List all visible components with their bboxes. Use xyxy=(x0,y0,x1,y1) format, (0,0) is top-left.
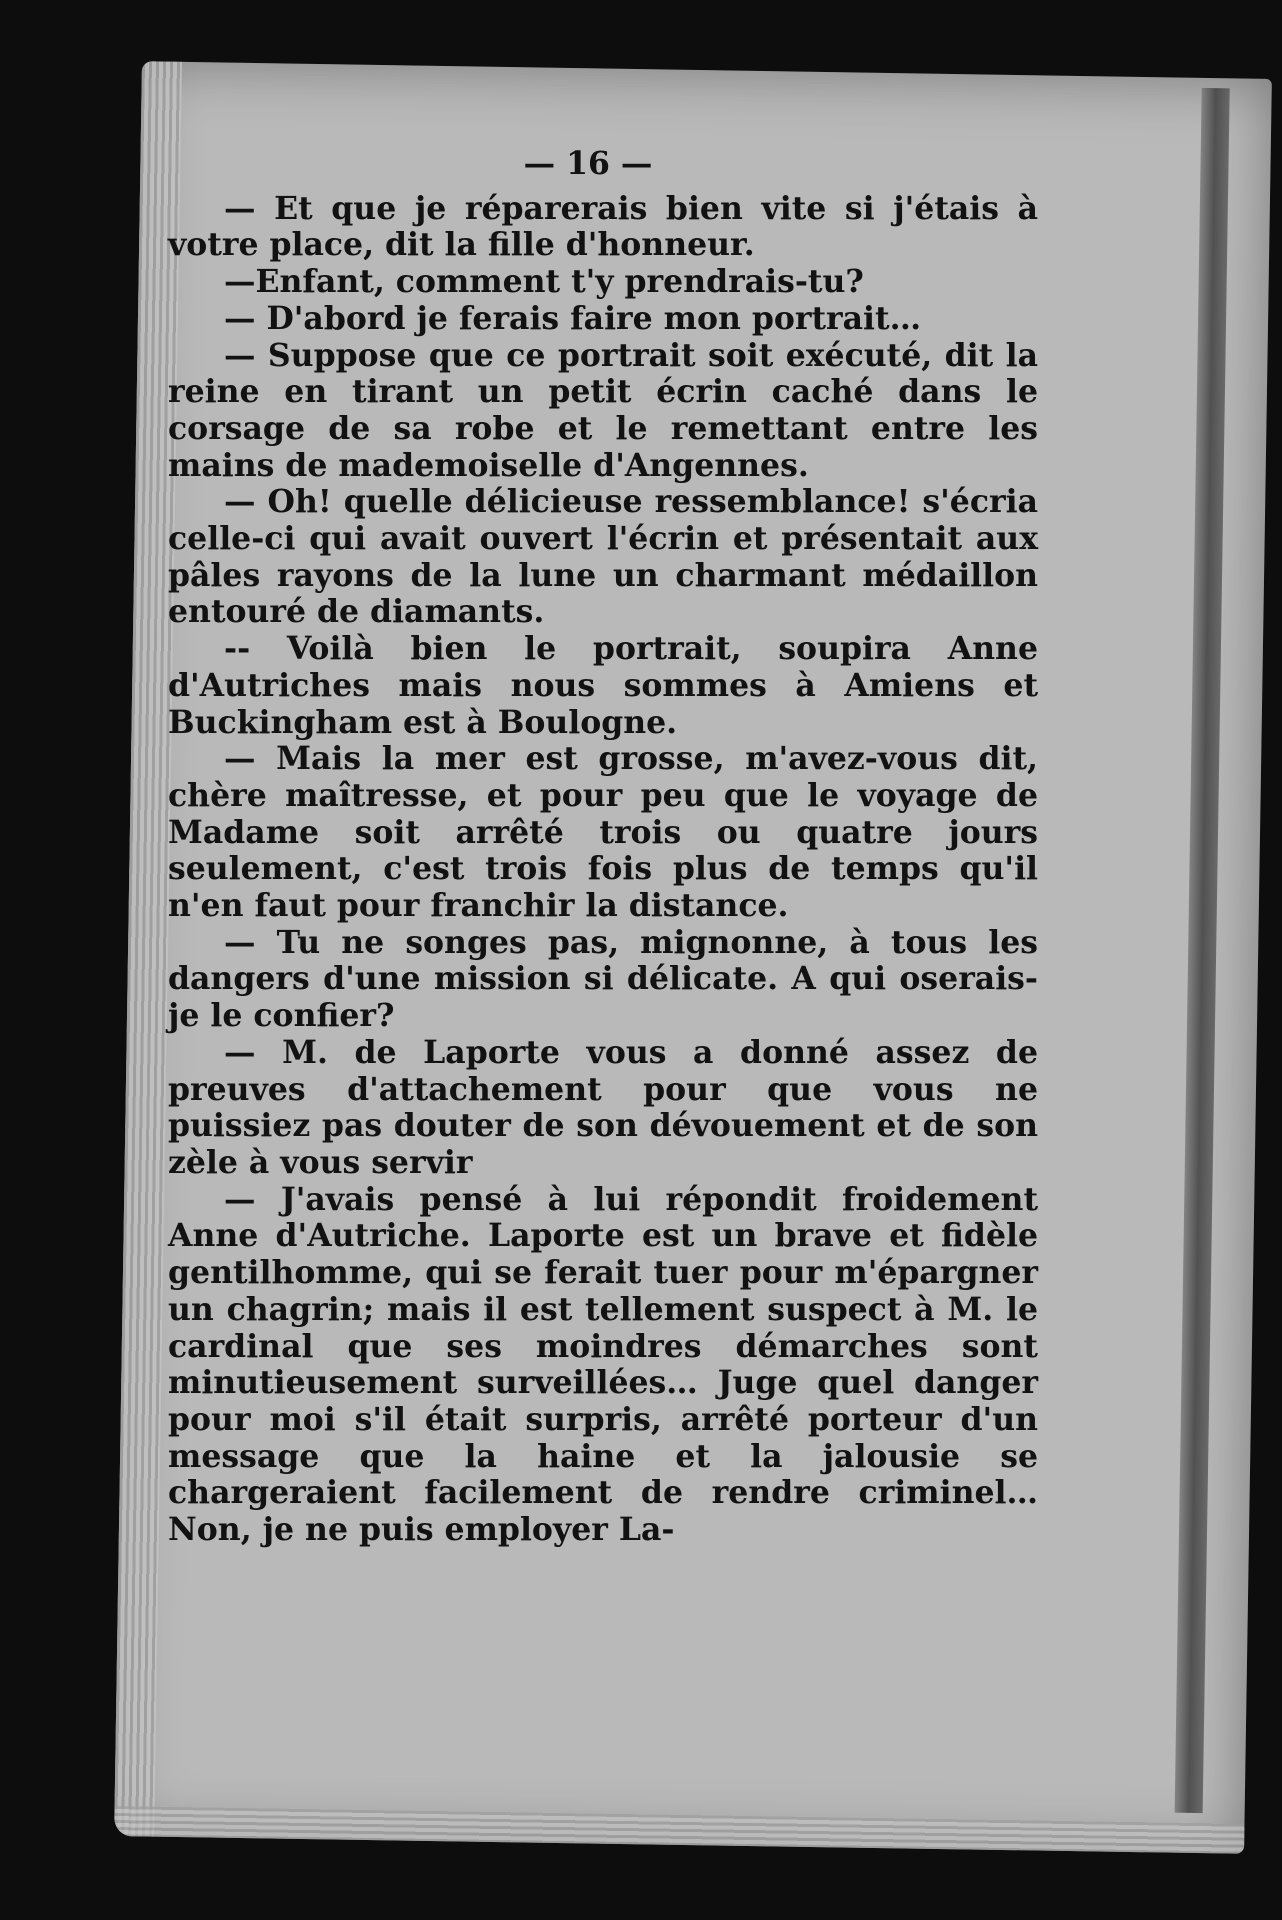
paragraph: — J'avais pensé à lui répondit froidement Anne d'Autriche. Laporte est un brave et fidèle gentilhomme, qui se ferait tuer pour m'épargner un chagrin; mais il est tellement suspect à M. le cardinal que ses moindres démarches sont minutieusement surveillées… Juge quel danger pour moi s'il était surpris, arrêté porteur d'un message que la haine et la jalousie se chargeraient facilement de rendre criminel… Non, je ne puis employer La- xyxy=(168,1180,1038,1549)
page-number: — 16 — xyxy=(523,145,653,182)
paragraph: — M. de Laporte vous a donné assez de preuves d'attachement pour que vous ne puissiez pas douter de son dévouement et de son zèle à vous servir xyxy=(168,1033,1038,1181)
paragraph: — Suppose que ce portrait soit exécuté, dit la reine en tirant un petit écrin caché dans le corsage de sa robe et le remettant entre les mains de mademoiselle d'Angennes. xyxy=(168,336,1038,484)
paragraph: — Mais la mer est grosse, m'avez-vous dit, chère maîtresse, et pour peu que le voyage de Madame soit arrêté trois ou quatre jours seulement, c'est trois fois plus de temps qu'il n'en faut pour franchir la distance. xyxy=(168,740,1038,925)
paragraph: —Enfant, comment t'y prendrais-tu? xyxy=(224,263,864,301)
paragraph: — Tu ne songes pas, mignonne, à tous les dangers d'une mission si délicate. A qui oserais-je le confier? xyxy=(168,923,1038,1035)
paragraph: — D'abord je ferais faire mon portrait… xyxy=(224,299,922,337)
page-text xyxy=(168,146,1038,1549)
paragraph: — Et que je réparerais bien vite si j'étais à votre place, dit la fille d'honneur. xyxy=(168,189,1038,264)
page-bottom-edge xyxy=(114,1806,1244,1854)
binding-gutter xyxy=(1175,88,1230,1813)
paragraph: -- Voilà bien le portrait, soupira Anne d'Autriches mais nous sommes à Amiens et Buckingham est à Boulogne. xyxy=(168,630,1038,741)
paragraph: — Oh! quelle délicieuse ressemblance! s'écria celle-ci qui avait ouvert l'écrin et présentait aux pâles rayons de la lune un charmant médaillon entouré de diamants. xyxy=(168,483,1038,631)
